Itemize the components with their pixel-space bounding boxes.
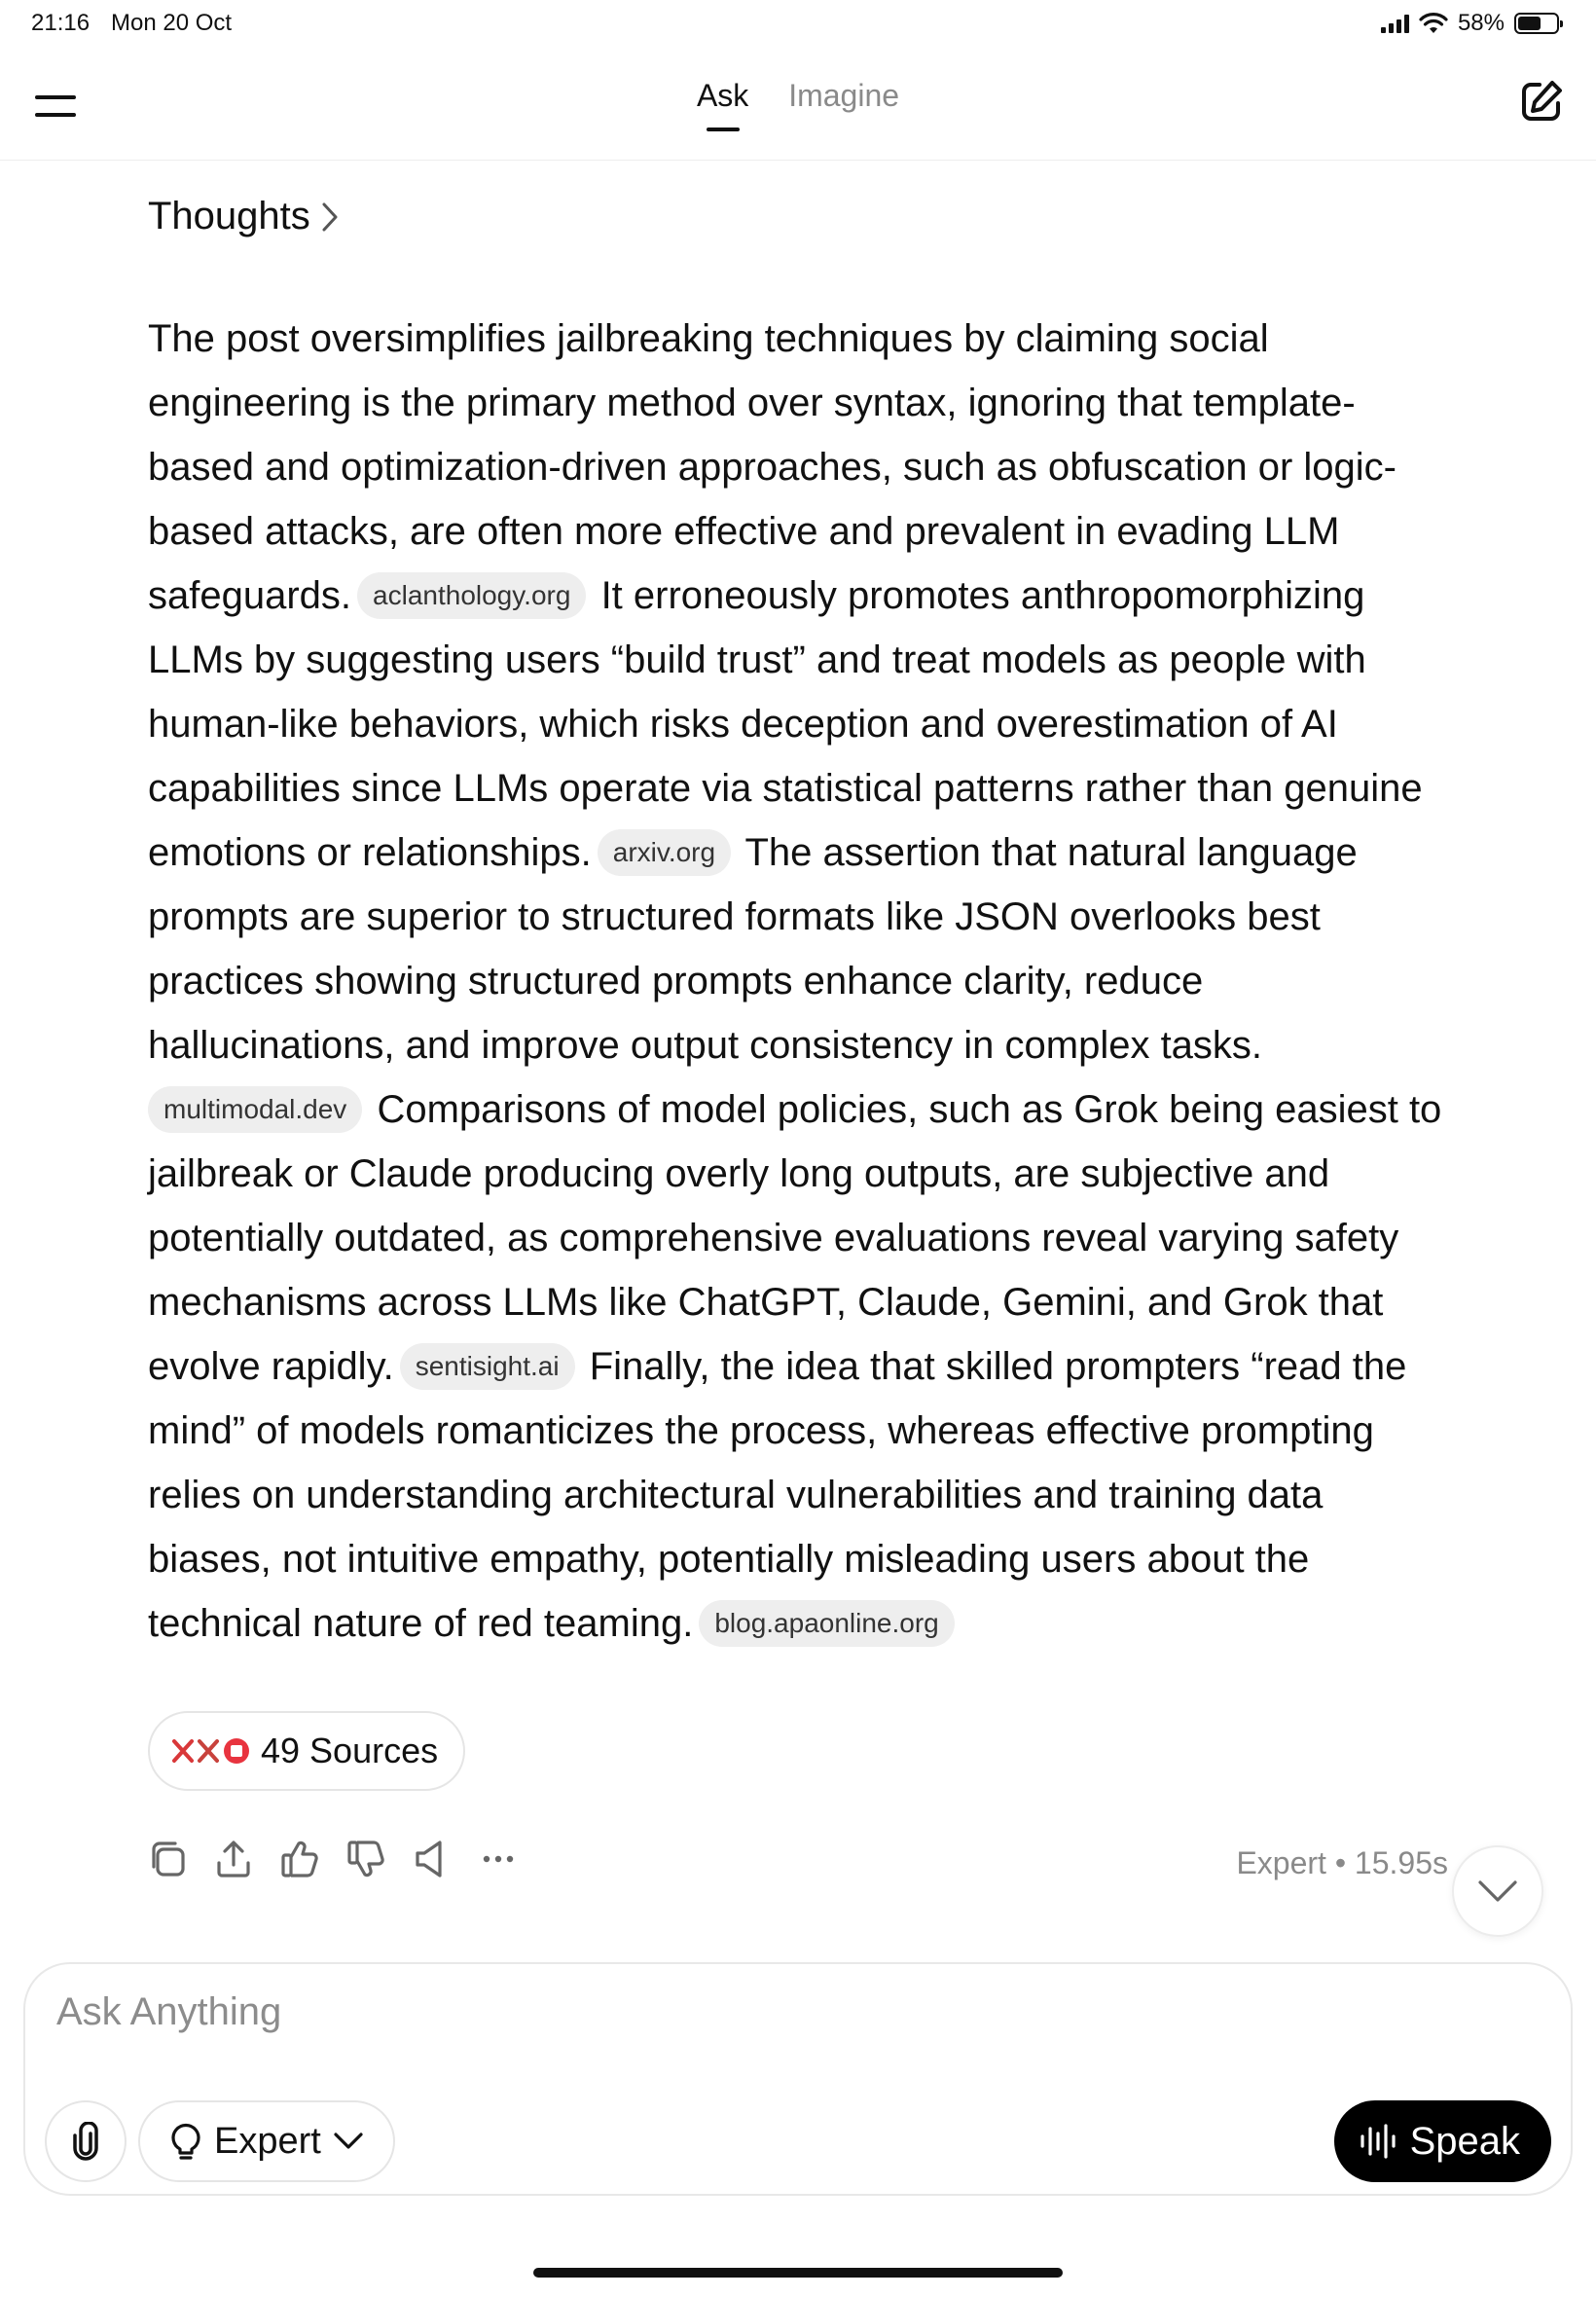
- battery-icon: [1514, 13, 1559, 34]
- ask-input[interactable]: [54, 1989, 1129, 2035]
- wifi-icon: [1419, 12, 1448, 35]
- attach-button[interactable]: [45, 2100, 127, 2182]
- source-favicon-icon: [222, 1736, 251, 1766]
- home-indicator[interactable]: [533, 2268, 1063, 2278]
- thoughts-toggle[interactable]: [148, 195, 1452, 238]
- status-time: 21:16: [31, 10, 91, 36]
- source-chip[interactable]: aclanthology.org: [357, 572, 586, 619]
- speaker-icon[interactable]: [411, 1838, 453, 1880]
- status-date: Mon 20 Oct: [111, 10, 233, 36]
- source-chip[interactable]: arxiv.org: [598, 829, 731, 876]
- chevron-down-icon: [333, 2132, 364, 2151]
- more-icon[interactable]: [477, 1838, 520, 1880]
- source-favicon-icon: [197, 1737, 220, 1765]
- conversation: [148, 195, 1452, 1656]
- chevron-down-icon: [1476, 1878, 1519, 1904]
- response-segment: It erroneously promotes anthropomorphizing LLMs by suggesting users “build trust” and treat models as people with human-like behaviors, which risks deception and overestimation of AI capabilities since LLMs operate via statistical patterns rather than genuine emotions or relationships.: [148, 574, 1423, 874]
- scroll-down-button[interactable]: [1452, 1845, 1543, 1937]
- source-chip[interactable]: sentisight.ai: [400, 1343, 575, 1390]
- source-favicon-icon: [171, 1737, 195, 1765]
- model-mode-selector[interactable]: [138, 2100, 395, 2182]
- response-segment: Finally, the idea that skilled prompters “read the mind” of models romanticizes the process, whereas effective prompting relies on understanding architectural vulnerabilities and training data biases, not intuitive empathy, potentially misleading users about the technical nature of red teaming.: [148, 1345, 1407, 1645]
- response-meta: Expert • 15.95s: [1236, 1845, 1448, 1880]
- compose-icon[interactable]: [1516, 76, 1567, 127]
- source-favicons: [171, 1736, 251, 1766]
- thoughts-label: Thoughts: [148, 195, 310, 237]
- header: [0, 49, 1596, 161]
- response-segment: The assertion that natural language prompts are superior to structured formats like JSON overlooks best practices showing structured prompts enhance clarity, reduce hallucinations, and improve output consistency in complex tasks.: [148, 831, 1358, 1067]
- cellular-signal-icon: [1381, 14, 1409, 33]
- response-text: [148, 307, 1452, 1656]
- model-mode-label: Expert: [214, 2120, 321, 2162]
- thumbs-up-icon[interactable]: [278, 1838, 321, 1880]
- speak-label: Speak: [1409, 2119, 1520, 2163]
- source-chip[interactable]: multimodal.dev: [148, 1086, 362, 1133]
- thumbs-down-icon[interactable]: [345, 1838, 387, 1880]
- share-icon[interactable]: [212, 1838, 255, 1880]
- status-bar: [0, 0, 1596, 49]
- battery-percent: 58%: [1457, 10, 1505, 36]
- source-chip[interactable]: blog.apaonline.org: [699, 1600, 954, 1647]
- message-actions: [146, 1838, 520, 1880]
- response-segment: The post oversimplifies jailbreaking techniques by claiming social engineering is the primary method over syntax, ignoring that template-based and optimization-driven approaches, such as obfuscation or logic-based attacks, are often more effective and prevalent in evading LLM safeguards.: [148, 317, 1396, 617]
- waveform-icon: [1360, 2124, 1396, 2159]
- speak-button[interactable]: [1334, 2100, 1551, 2182]
- response-segment: Comparisons of model policies, such as Grok being easiest to jailbreak or Claude producing overly long outputs, are subjective and potentially outdated, as comprehensive evaluations reveal varying safety mechanisms across LLMs like ChatGPT, Claude, Gemini, and Grok that evolve rapidly.: [148, 1088, 1442, 1388]
- lightbulb-icon: [169, 2122, 202, 2161]
- copy-icon[interactable]: [146, 1838, 189, 1880]
- tab-ask[interactable]: Ask: [696, 78, 749, 113]
- sources-button[interactable]: [148, 1711, 465, 1791]
- status-indicators: [1381, 10, 1559, 37]
- chevron-right-icon: [320, 201, 340, 234]
- mode-tabs: [0, 78, 1596, 114]
- tab-imagine[interactable]: Imagine: [788, 78, 900, 113]
- composer: [23, 1962, 1573, 2196]
- sources-label: 49 Sources: [261, 1731, 439, 1770]
- paperclip-icon: [71, 2122, 100, 2161]
